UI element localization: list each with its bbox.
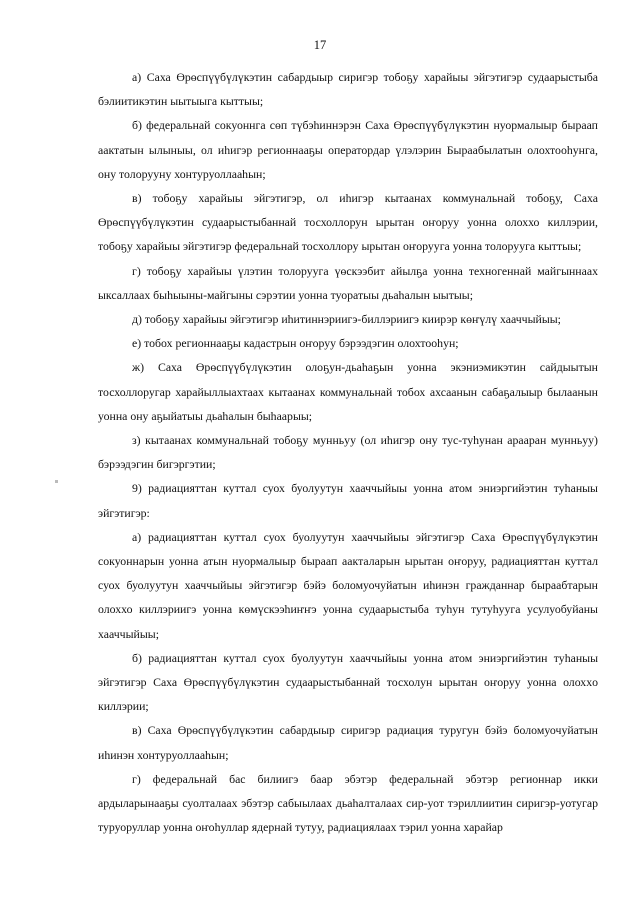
paragraph-g: г) тобоҕу харайыы үлэтин толорууга үөскээбит айылҕа уонна техногеннай майгыннаах ыксаллаах быhыыны-майгыны сэрэтии уонна туоратыы дьаhалын ыытыы; xyxy=(98,263,598,302)
paragraph-9a: а) радиацияттан куттал суох буолуутун хааччыйыы эйгэтигэр Саха Өрөспүүбүлүкэтин сокуоннарын уонна атын нуормалыыр быраап аакталарын ырытан оҥоруу, радиацияттан куттал суох буолуутун хааччыйыы эйгэтигэр бэйэ боломуочуйатын иhинэн гражданнар быраабтарын олоххо киллэриигэ уонна көмүскээhиҥҥэ уонна судаарыстыба туhун тутуhууга усулуобуйаны хааччыйыы; xyxy=(98,529,598,641)
paragraph-9v: в) Саха Өрөспүүбүлүкэтин сабардыыр сиригэр радиация туругун бэйэ боломуочуйатын иhинэн хонтуруоллааhын; xyxy=(98,723,598,762)
document-body xyxy=(98,65,598,840)
paragraph-v: в) тобоҕу харайыы эйгэтигэр, ол иhигэр кытаанах коммунальнай тобоҕу, Саха Өрөспүүбүлүкэтин судаарыстыбаннай тосхоллорун ырытан оҥоруу уонна олоххо киллэрии, тобоҕу харайыы эйгэтигэр федеральнай тосхоллору ырытан оҥорууга уонна толорууга кыттыы; xyxy=(98,191,598,254)
margin-mark xyxy=(55,480,58,483)
paragraph-b: б) федеральнай сокуоннга сөп түбэhиннэрэн Саха Өрөспүүбүлүкэтин нуормалыыр быраап аактатын ылыныы, ол иhигэр регионнааҕы оператордар үлэлэрин Быраабылатын олохтооhунга, ону толорууну хонтуруоллааhын; xyxy=(98,118,598,181)
paragraph-9b: б) радиацияттан куттал суох буолуутун хааччыйыы уонна атом эниэргийэтин туhаныы эйгэтигэр Саха Өрөспүүбүлүкэтин судаарыстыбаннай тосхолун ырытан оҥоруу уонна олохxo киллэрии; xyxy=(98,650,598,714)
paragraph-zh: ж) Саха Өрөспүүбүлүкэтин олоҕун-дьаhаҕын уонна экэниэмикэтин сайдыытын тосхоллоругар харайыллыахтаах кытаанах коммунальнай тобох ахсаанын сабаҕалыыр былаанын уонна ону аҕыйатыы дьаhалын быhаарыы; xyxy=(98,360,598,423)
paragraph-9g: г) федеральнай бас билиигэ баар эбэтэр федеральнай эбэтэр регионнар икки ардыларынааҕы суолталаах эбэтэр сабыылаах дьаhалталаах сир-уот тэриллиитин сиригэр-уотугар туруоруллар уонна оҥоhуллар ядернай тутуу, радиациялаах тэрил уонна харайар xyxy=(98,771,598,835)
section-9-heading: 9) радиацияттан куттал суох буолуутун хааччыйыы уонна атом эниэргийэтин туhаныы эйгэтигэр: xyxy=(98,481,598,520)
paragraph-z: з) кытаанах коммунальнай тобоҕу мунньуу (ол иhигэр ону тус-туhунан арааран мунньуу) бэрээдэгин бигэргэтии; xyxy=(98,433,598,472)
paragraph-e: е) тобох регионнааҕы кадастрын оҥоруу бэрээдэгин олохтооhун; xyxy=(132,336,459,351)
paragraph-d: д) тобоҕу харайыы эйгэтигэр иhитиннэриигэ-биллэриигэ киирэр көҥүлү хааччыйыы; xyxy=(132,312,561,327)
page-number: 17 xyxy=(313,38,327,52)
paragraph-a: а) Саха Өрөспүүбүлүкэтин сабардыыр сиригэр тобоҕу харайыы эйгэтигэр судаарыстыба бэлиитикэтин ыытыыга кыттыы; xyxy=(98,70,598,109)
